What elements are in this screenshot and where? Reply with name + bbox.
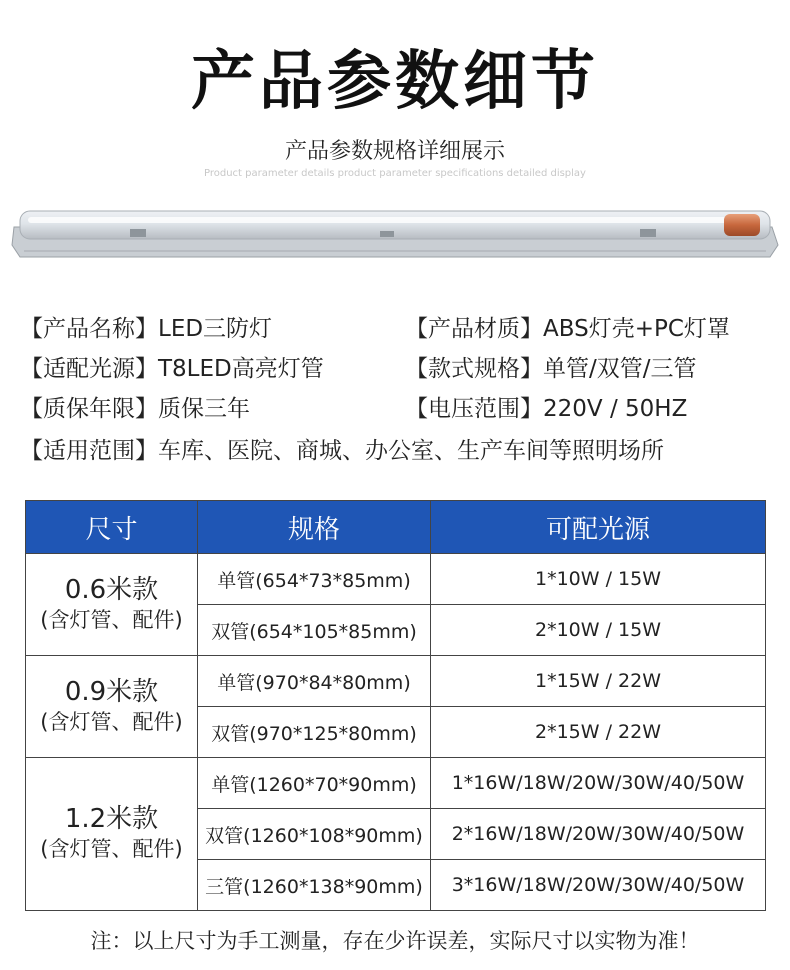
page-subtitle: 产品参数规格详细展示 bbox=[284, 139, 505, 164]
spec-cell: 单管(1260*70*90mm) bbox=[198, 758, 431, 809]
spec-material: 【产品材质】ABS灯壳+PC灯罩 bbox=[405, 316, 730, 342]
spec-cell: 单管(970*84*80mm) bbox=[198, 656, 431, 707]
page-subtitle-english: Product parameter details product parameter specifications detailed display bbox=[204, 168, 586, 179]
spec-row bbox=[20, 310, 780, 346]
spec-warranty: 【质保年限】质保三年 bbox=[20, 396, 250, 422]
spec-cell: 三管(1260*138*90mm) bbox=[198, 860, 431, 911]
size-cell bbox=[26, 554, 198, 656]
source-cell: 1*16W/18W/20W/30W/40/50W bbox=[431, 758, 766, 809]
spec-product-name: 【产品名称】LED三防灯 bbox=[20, 316, 273, 342]
spec-row bbox=[20, 390, 780, 426]
spec-light-source: 【适配光源】T8LED高亮灯管 bbox=[20, 356, 324, 382]
size-label: 1.2米款 bbox=[64, 804, 159, 834]
spec-voltage: 【电压范围】220V / 50HZ bbox=[405, 396, 688, 422]
size-note: (含灯管、配件) bbox=[40, 837, 183, 861]
source-cell: 1*10W / 15W bbox=[431, 554, 766, 605]
spec-cell: 单管(654*73*85mm) bbox=[198, 554, 431, 605]
product-lamp-image bbox=[0, 205, 790, 265]
table-header-row bbox=[26, 501, 766, 554]
header-light-source: 可配光源 bbox=[431, 501, 766, 554]
size-label: 0.6米款 bbox=[64, 574, 159, 605]
spec-row bbox=[20, 350, 780, 386]
spec-row bbox=[20, 432, 780, 468]
source-cell: 2*10W / 15W bbox=[431, 605, 766, 656]
parameter-table bbox=[25, 500, 766, 911]
source-cell: 2*15W / 22W bbox=[431, 707, 766, 758]
source-cell: 3*16W/18W/20W/30W/40/50W bbox=[431, 860, 766, 911]
spec-application: 【适用范围】车库、医院、商城、办公室、生产车间等照明场所 bbox=[20, 438, 664, 464]
table-row bbox=[26, 656, 766, 707]
source-cell: 1*15W / 22W bbox=[431, 656, 766, 707]
table-row bbox=[26, 554, 766, 605]
header-size: 尺寸 bbox=[26, 501, 198, 554]
size-cell bbox=[26, 758, 198, 911]
spec-style: 【款式规格】单管/双管/三管 bbox=[405, 356, 697, 382]
spec-cell: 双管(654*105*85mm) bbox=[198, 605, 431, 656]
footer-note: 注：以上尺寸为手工测量，存在少许误差，实际尺寸以实物为准！ bbox=[90, 929, 700, 953]
spec-cell: 双管(970*125*80mm) bbox=[198, 707, 431, 758]
source-cell: 2*16W/18W/20W/30W/40/50W bbox=[431, 809, 766, 860]
spec-cell: 双管(1260*108*90mm) bbox=[198, 809, 431, 860]
table-row bbox=[26, 758, 766, 809]
size-note: (含灯管、配件) bbox=[40, 607, 183, 632]
size-cell bbox=[26, 656, 198, 758]
size-note: (含灯管、配件) bbox=[40, 709, 183, 734]
size-label: 0.9米款 bbox=[64, 676, 159, 707]
page-title: 产品参数细节 bbox=[191, 45, 599, 119]
header-spec: 规格 bbox=[198, 501, 431, 554]
